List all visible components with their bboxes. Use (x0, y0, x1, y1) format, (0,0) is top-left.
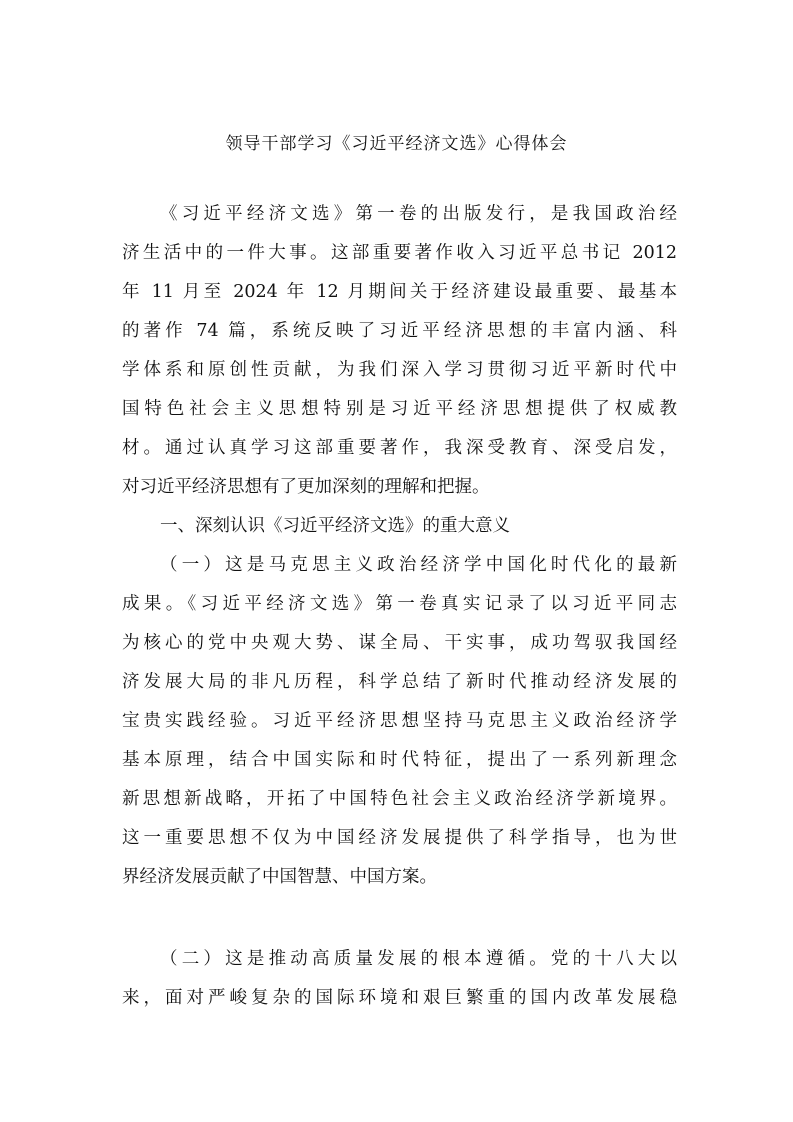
paragraph-line: 基本原理，结合中国实际和时代特征，提出了一系列新理念 (122, 750, 677, 770)
paragraph-line: 学体系和原创性贡献，为我们深入学习贯彻习近平新时代中 (122, 360, 677, 380)
document-title: 领导干部学习《习近平经济文选》心得体会 (225, 134, 568, 154)
paragraph-line: 界经济发展贡献了中国智慧、中国方案。 (122, 867, 437, 887)
paragraph-line: （一）这是马克思主义政治经济学中国化时代化的最新 (160, 555, 677, 575)
paragraph-line: 来，面对严峻复杂的国际环境和艰巨繁重的国内改革发展稳 (122, 988, 677, 1008)
paragraph-line: 年 11 月至 2024 年 12 月期间关于经济建设最重要、最基本 (122, 282, 677, 302)
paragraph-line: 对习近平经济思想有了更加深刻的理解和把握。 (122, 477, 490, 497)
paragraph-line: 成果。《习近平经济文选》第一卷真实记录了以习近平同志 (122, 594, 677, 614)
paragraph-line: 这一重要思想不仅为中国经济发展提供了科学指导，也为世 (122, 828, 677, 848)
paragraph-line: 为核心的党中央观大势、谋全局、干实事，成功驾驭我国经 (122, 633, 677, 653)
paragraph-line: 宝贵实践经验。习近平经济思想坚持马克思主义政治经济学 (122, 711, 677, 731)
paragraph-line: 国特色社会主义思想特别是习近平经济思想提供了权威教 (122, 399, 677, 419)
paragraph-line: 新思想新战略，开拓了中国特色社会主义政治经济学新境界。 (122, 789, 677, 809)
paragraph-line: 济发展大局的非凡历程，科学总结了新时代推动经济发展的 (122, 672, 677, 692)
section-heading: 一、深刻认识《习近平经济文选》的重大意义 (160, 516, 510, 536)
paragraph-line: 的著作 74 篇，系统反映了习近平经济思想的丰富内涵、科 (122, 321, 677, 341)
paragraph-line: 济生活中的一件大事。这部重要著作收入习近平总书记 2012 (122, 243, 677, 263)
paragraph-line: 《习近平经济文选》第一卷的出版发行，是我国政治经 (160, 204, 677, 224)
paragraph-line: （二）这是推动高质量发展的根本遵循。党的十八大以 (160, 949, 677, 969)
paragraph-line: 材。通过认真学习这部重要著作，我深受教育、深受启发， (122, 438, 677, 458)
